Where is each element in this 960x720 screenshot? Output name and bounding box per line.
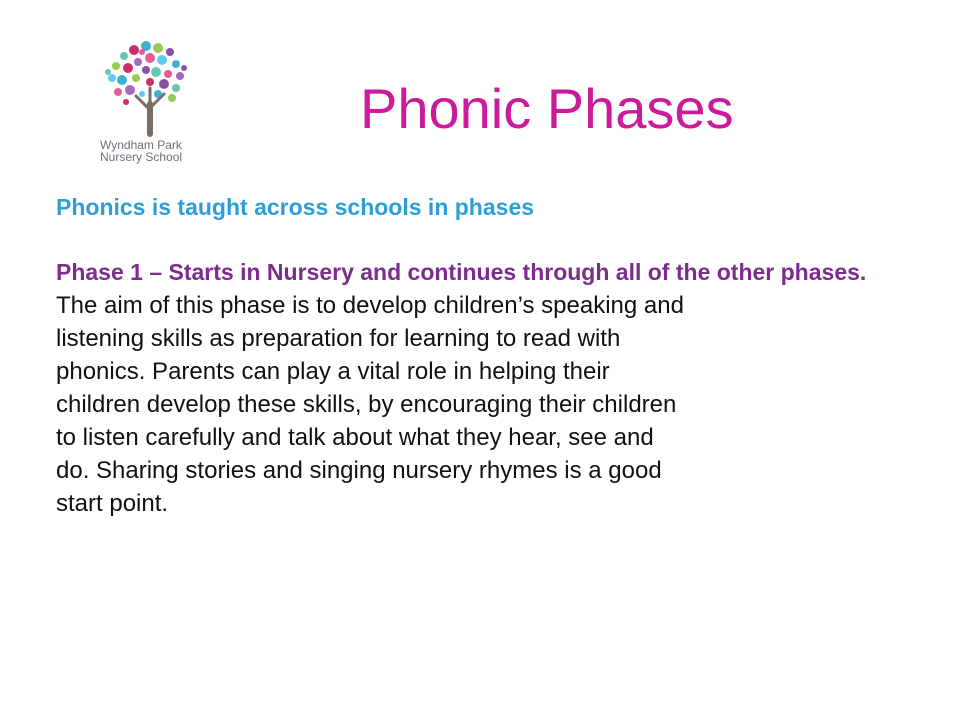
tree-leaf-dot bbox=[176, 72, 184, 80]
tree-leaf-dot bbox=[142, 66, 150, 74]
tree-leaf-dot bbox=[164, 70, 172, 78]
tree-leaf-dot bbox=[132, 74, 140, 82]
tree-leaf-dot bbox=[168, 94, 176, 102]
logo-text bbox=[100, 139, 182, 163]
description-line: to listen carefully and talk about what they hear, see and bbox=[56, 424, 654, 451]
tree-leaf-dot bbox=[112, 62, 120, 70]
tree-leaf-dot bbox=[153, 43, 163, 53]
tree-leaf-dot bbox=[123, 99, 129, 105]
tree-leaf-dot bbox=[108, 74, 116, 82]
tree-leaf-dot bbox=[120, 52, 128, 60]
description-line: do. Sharing stories and singing nursery rhymes is a good bbox=[56, 457, 662, 484]
tree-leaf-dot bbox=[145, 53, 155, 63]
tree-leaf-dot bbox=[134, 58, 142, 66]
tree-leaf-dot bbox=[146, 78, 154, 86]
logo-line-2: Nursery School bbox=[100, 150, 183, 164]
tree-logo-icon bbox=[88, 38, 218, 138]
tree-leaf-dot bbox=[129, 45, 139, 55]
tree-leaf-dot bbox=[172, 60, 180, 68]
tree-leaf-dot bbox=[139, 49, 145, 55]
tree-leaf-dot bbox=[105, 69, 111, 75]
tree-leaf-dot bbox=[114, 88, 122, 96]
page-title: Phonic Phases bbox=[360, 77, 734, 140]
tree-leaf-dot bbox=[117, 75, 127, 85]
tree-leaf-dot bbox=[157, 55, 167, 65]
description-line: The aim of this phase is to develop children’s speaking and bbox=[56, 292, 684, 319]
tree-leaf-dot bbox=[154, 90, 162, 98]
phase-1-description bbox=[56, 289, 936, 520]
intro-text: Phonics is taught across schools in phases bbox=[56, 194, 535, 220]
tree-leaf-dot bbox=[159, 79, 169, 89]
description-line: listening skills as preparation for learning to read with bbox=[56, 325, 621, 352]
logo-line-1: Wyndham Park bbox=[100, 138, 182, 152]
description-line: phonics. Parents can play a vital role in helping their bbox=[56, 358, 610, 385]
tree-leaf-dot bbox=[181, 65, 187, 71]
slide-content bbox=[56, 190, 936, 520]
tree-leaf-dot bbox=[172, 84, 180, 92]
tree-leaf-dot bbox=[125, 85, 135, 95]
description-line: children develop these skills, by encouraging their children bbox=[56, 391, 677, 418]
phase-1-heading: Phase 1 – Starts in Nursery and continues through all of the other phases. bbox=[56, 259, 867, 285]
description-line: start point. bbox=[56, 490, 169, 517]
tree-leaf-dot bbox=[151, 67, 161, 77]
tree-leaf-dot bbox=[123, 63, 133, 73]
school-logo bbox=[88, 38, 218, 166]
tree-leaf-dot bbox=[166, 48, 174, 56]
tree-leaf-dot bbox=[139, 91, 145, 97]
